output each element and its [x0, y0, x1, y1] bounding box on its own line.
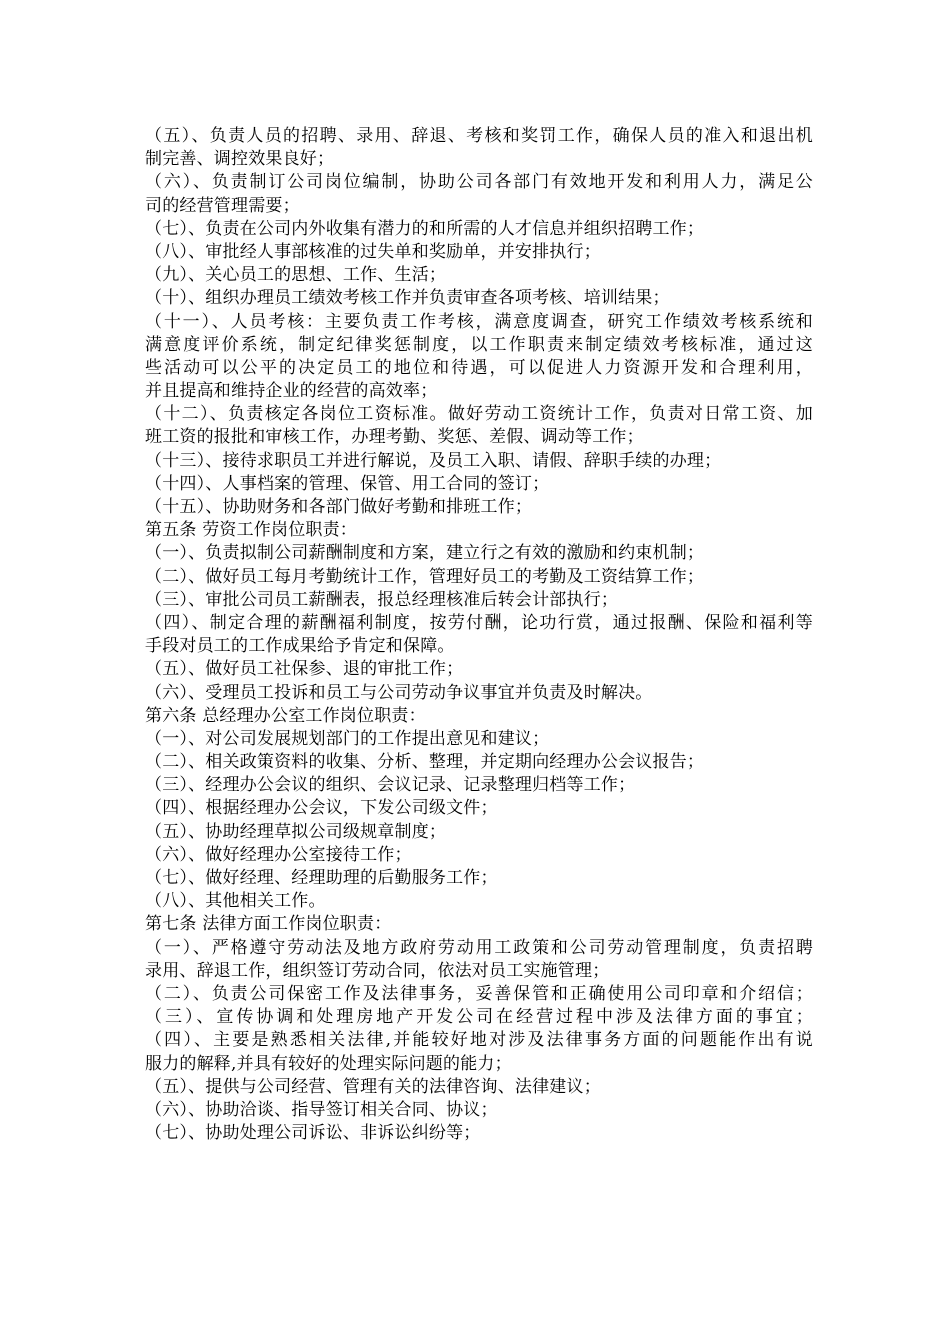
text-line: （十二）、负责核定各岗位工资标准。做好劳动工资统计工作，负责对日常工资、加 — [145, 404, 813, 425]
text-line: （一）、严格遵守劳动法及地方政府劳动用工政策和公司劳动管理制度，负责招聘 — [145, 937, 813, 958]
text-line: （五）、做好员工社保参、退的审批工作； — [145, 659, 464, 680]
text-line: （八）、其他相关工作。 — [145, 891, 326, 912]
text-line: （一）、负责拟制公司薪酬制度和方案，建立行之有效的激励和约束机制； — [145, 543, 705, 564]
text-line: （七）、做好经理、经理助理的后勤服务工作； — [145, 868, 498, 888]
text-line: 制完善、调控效果良好； — [145, 149, 335, 170]
text-line: （九）、关心员工的思想、工作、生活； — [145, 265, 447, 286]
text-line: 班工资的报批和审核工作，办理考勤、奖惩、差假、调动等工作； — [145, 427, 644, 448]
text-line: （八）、审批经人事部核准的过失单和奖励单，并安排执行； — [145, 241, 601, 262]
text-line: 并且提高和维持企业的经营的高效率； — [145, 381, 438, 402]
text-line: 司的经营管理需要； — [145, 195, 300, 216]
text-line: 手段对员工的工作成果给予肯定和保障。 — [145, 636, 455, 657]
text-line: （十一）、人员考核：主要负责工作考核，满意度调查，研究工作绩效考核系统和 — [145, 311, 813, 332]
section-heading: 第五条 劳资工作岗位职责： — [145, 520, 358, 541]
text-line: （十三）、接待求职员工并进行解说，及员工入职、请假、辞职手续的办理； — [145, 450, 722, 471]
text-line: （五）、提供与公司经营、管理有关的法律咨询、法律建议； — [145, 1076, 601, 1097]
text-line: （六）、负责制订公司岗位编制，协助公司各部门有效地开发和利用人力，满足公 — [145, 172, 813, 193]
text-line: 满意度评价系统，制定纪律奖惩制度，以工作职责来制定绩效考核标准，通过这 — [145, 334, 813, 355]
text-line: （三）、经理办公会议的组织、会议记录、记录整理归档等工作； — [145, 775, 636, 796]
text-line: （四）、主要是熟悉相关法律,并能较好地对涉及法律事务方面的问题能作出有说 — [145, 1030, 813, 1051]
section-heading: 第六条 总经理办公室工作岗位职责： — [145, 705, 426, 726]
text-line: （四）、根据经理办公会议，下发公司级文件； — [145, 798, 498, 819]
text-line: （五）、负责人员的招聘、录用、辞退、考核和奖罚工作，确保人员的准入和退出机 — [145, 126, 813, 146]
text-line: 服力的解释,并具有较好的处理实际问题的能力； — [145, 1053, 512, 1074]
text-line: （十四）、人事档案的管理、保管、用工合同的签订； — [145, 473, 550, 494]
text-line: （五）、协助经理草拟公司级规章制度； — [145, 821, 447, 842]
text-line: 些活动可以公平的决定员工的地位和待遇，可以促进人力资源开发和合理利用， — [145, 357, 813, 378]
text-line: （七）、负责在公司内外收集有潜力的和所需的人才信息并组织招聘工作； — [145, 218, 705, 239]
text-line: （十五）、协助财务和各部门做好考勤和排班工作； — [145, 497, 533, 517]
text-line: （七）、协助处理公司诉讼、非诉讼纠纷等； — [145, 1123, 481, 1144]
text-line: （三）、审批公司员工薪酬表，报总经理核准后转会计部执行； — [145, 589, 619, 610]
document-page — [145, 125, 813, 1145]
text-line: （六）、受理员工投诉和员工与公司劳动争议事宜并负责及时解决。 — [145, 682, 653, 703]
text-line: （二）、负责公司保密工作及法律事务，妥善保管和正确使用公司印章和介绍信； — [145, 983, 813, 1004]
text-line: （二）、做好员工每月考勤统计工作，管理好员工的考勤及工资结算工作； — [145, 566, 705, 587]
text-line: 录用、辞退工作，组织签订劳动合同，依法对员工实施管理； — [145, 960, 610, 981]
text-line: （二）、相关政策资料的收集、分析、整理，并定期向经理办公会议报告； — [145, 752, 705, 773]
text-line: （十）、组织办理员工绩效考核工作并负责审查各项考核、培训结果； — [145, 288, 670, 309]
text-line: （三）、宣传协调和处理房地产开发公司在经营过程中涉及法律方面的事宜； — [145, 1007, 813, 1028]
text-line: （一）、对公司发展规划部门的工作提出意见和建议； — [145, 728, 550, 749]
text-line: （四）、制定合理的薪酬福利制度，按劳付酬，论功行赏，通过报酬、保险和福利等 — [145, 612, 813, 633]
text-line: （六）、协助洽谈、指导签订相关合同、协议； — [145, 1099, 498, 1120]
text-line: （六）、做好经理办公室接待工作； — [145, 844, 412, 865]
section-heading: 第七条 法律方面工作岗位职责： — [145, 914, 392, 935]
